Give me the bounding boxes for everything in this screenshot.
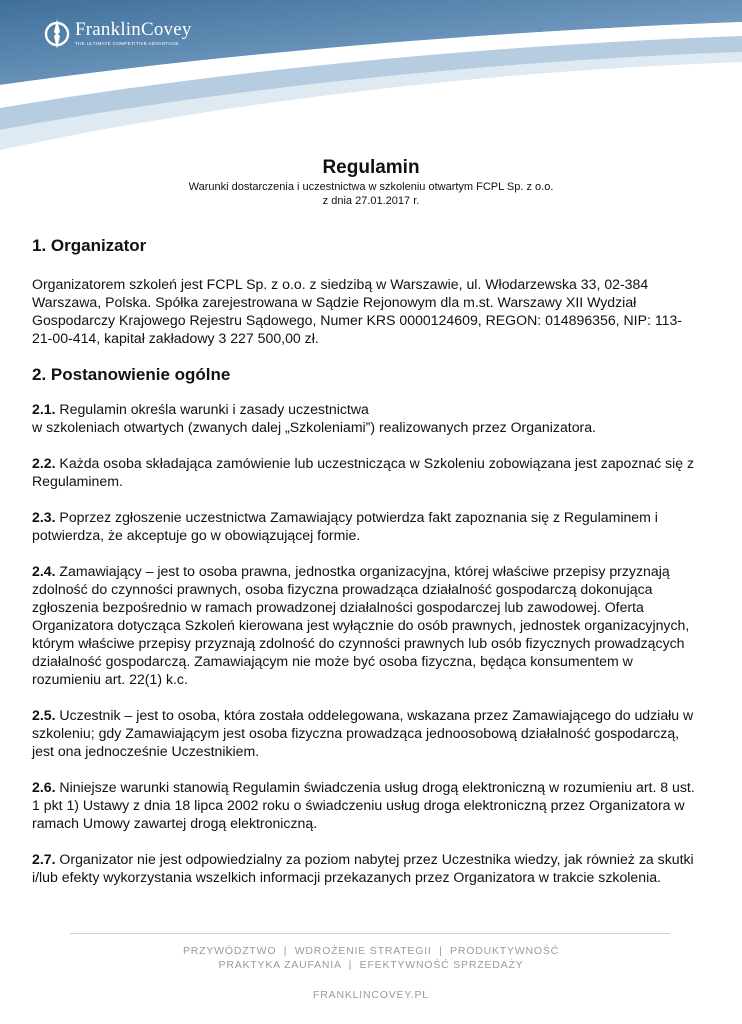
clause-text: Poprzez zgłoszenie uczestnictwa Zamawiający potwierdza fakt zapoznania się z Regulaminem i potwierdza, że akceptuje go w obowiązującej formie. xyxy=(32,509,658,543)
clause-number: 2.3. xyxy=(32,509,56,525)
clause-list xyxy=(32,400,700,886)
document-date: z dnia 27.01.2017 r. xyxy=(322,195,420,207)
clause-2-3 xyxy=(32,508,700,544)
clause-text: Każda osoba składająca zamówienie lub uczestnicząca w Szkoleniu zobowiązana jest zapoznać się z Regulaminem. xyxy=(32,455,695,489)
clause-number: 2.4. xyxy=(32,563,56,579)
clause-number: 2.5. xyxy=(32,707,56,723)
clause-number: 2.7. xyxy=(32,851,56,867)
footer xyxy=(0,944,742,1002)
brand-tagline: THE ULTIMATE COMPETITIVE ADVANTAGE xyxy=(75,40,179,46)
clause-2-1 xyxy=(32,400,700,436)
franklincovey-logo[interactable] xyxy=(44,18,192,48)
footer-divider xyxy=(70,933,670,934)
footer-website-link[interactable]: FRANKLINCOVEY.PL xyxy=(313,989,429,1001)
clause-text: Uczestnik – jest to osoba, która została oddelegowana, wskazana przez Zamawiającego do udziału w szkoleniu; gdy Zamawiającym jest osoba fizyczna prowadząca jednoosobową działalność gospodarczą, jest ona jednocześnie Uczestnikiem. xyxy=(32,707,694,759)
organizator-paragraph: Organizatorem szkoleń jest FCPL Sp. z o.o. z siedzibą w Warszawie, ul. Włodarzewska 33, 02-384 Warszawa, Polska. Spółka zarejestrowana w Sądzie Rejonowym dla m.st. Warszawy XII Wydział Gospodarczy Krajowego Rejestru Sądowego, Numer KRS 0000124609, REGON: 014896356, NIP: 113-21-00-414, kapitał zakładowy 3 227 500,00 zł. xyxy=(32,276,682,346)
clause-2-5 xyxy=(32,706,700,760)
page-title: Regulamin xyxy=(322,157,420,178)
clause-text: Zamawiający – jest to osoba prawna, jednostka organizacyjna, której właściwe przepisy przyznają zdolność do czynności prawnych, osoba fizyczna prowadząca działalność gospodarczą dokonująca zgłoszenia bezpośrednio w ramach prowadzonej działalności gospodarczej lub zawodowej. Oferta Organizatora dotycząca Szkoleń kierowana jest wyłącznie do osób prawnych, jednostek organizacyjnych, którym właściwe przepisy przyznają zdolność do czynności prawnych lub osób fizycznych prowadzących działalność gospodarczą. Zamawiającym nie może być osoba fizyczna, będąca konsumentem w rozumieniu art. 22(1) k.c. xyxy=(32,563,690,687)
page-subtitle: Warunki dostarczenia i uczestnictwa w szkoleniu otwartym FCPL Sp. z o.o. xyxy=(188,181,554,193)
clause-text: Regulamin określa warunki i zasady uczestnictwa w szkoleniach otwartych (zwanych dalej „Szkoleniami”) realizowanych przez Organizatora. xyxy=(32,401,596,435)
section-heading-postanowienie: 2. Postanowienie ogólne xyxy=(32,365,231,384)
document-body xyxy=(32,234,700,886)
title-block xyxy=(0,156,742,208)
clause-text: Organizator nie jest odpowiedzialny za poziom nabytej przez Uczestnika wiedzy, jak również za skutki i/lub efekty wykorzystania wszelkich informacji przekazanych przez Organizatora w trakcie szkolenia. xyxy=(32,851,694,885)
clause-number: 2.1. xyxy=(32,401,56,417)
clause-2-4 xyxy=(32,562,700,688)
clause-2-2 xyxy=(32,454,700,490)
clause-text: Niniejsze warunki stanowią Regulamin świadczenia usług drogą elektroniczną w rozumieniu art. 8 ust. 1 pkt 1) Ustawy z dnia 18 lipca 2002 roku o świadczeniu usług droga elektroniczną przez Organizatora w ramach Umowy zawartej drogą elektroniczną. xyxy=(32,779,695,831)
clause-2-7 xyxy=(32,850,700,886)
footer-services-line-2: PRAKTYKA ZAUFANIA | EFEKTYWNOŚĆ SPRZEDAŻY xyxy=(218,959,524,971)
clause-number: 2.2. xyxy=(32,455,56,471)
section-heading-organizator: 1. Organizator xyxy=(32,236,147,255)
clause-number: 2.6. xyxy=(32,779,56,795)
compass-icon xyxy=(44,18,70,48)
brand-name: FranklinCovey xyxy=(75,18,192,40)
footer-services-line-1: PRZYWÓDZTWO | WDROŻENIE STRATEGII | PRODUKTYWNOŚĆ xyxy=(182,945,560,957)
clause-2-6 xyxy=(32,778,700,832)
